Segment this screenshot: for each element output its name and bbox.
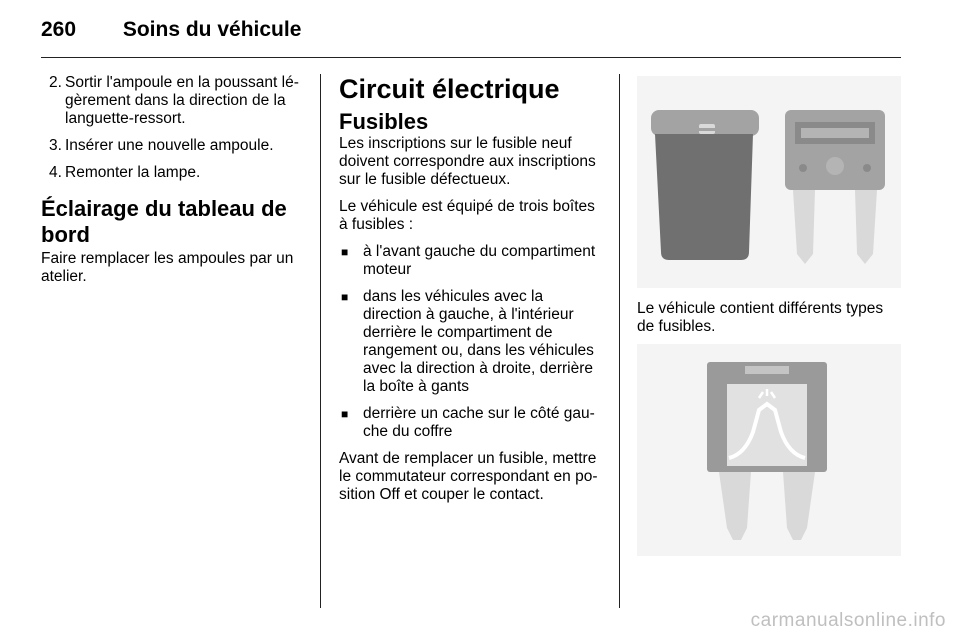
watermark: carmanualsonline.info bbox=[750, 610, 946, 631]
subsection-heading: Fusibles bbox=[339, 109, 429, 134]
section-heading: Éclairage du tableau de bord bbox=[41, 196, 287, 247]
fuse-types-figure bbox=[637, 76, 901, 288]
list-item: ■ dans les véhicules avec la direction à gauche, à l'intérieur derrière le compartiment de rangement ou, dans les véhicules avec la direction à droite, derrière la boîte à gants bbox=[341, 288, 594, 395]
list-item: ■ derrière un cache sur le côté gauche du coffre bbox=[341, 405, 595, 440]
step-list bbox=[41, 74, 303, 182]
header-rule bbox=[41, 57, 901, 58]
list-item: ■ à l'avant gauche du compartiment moteur bbox=[341, 243, 596, 278]
bullet-icon: ■ bbox=[341, 290, 349, 304]
maxi-fuse-icon bbox=[651, 110, 759, 260]
column-2 bbox=[339, 74, 605, 513]
step-item: 2. Sortir l'ampoule en la poussant légèrement dans la direction de la languette-ressort. bbox=[49, 74, 299, 127]
step-item: 3. Insérer une nouvelle ampoule. bbox=[49, 137, 274, 154]
column-divider-1 bbox=[320, 74, 321, 608]
column-1 bbox=[41, 74, 303, 295]
bullet-icon: ■ bbox=[341, 407, 349, 421]
paragraph: Les inscriptions sur le fusible neuf doivent correspondre aux inscriptions sur le fusible défectueux. bbox=[339, 135, 596, 188]
page-number: 260 bbox=[41, 18, 77, 41]
section-body: Faire remplacer les ampoules par un atelier. bbox=[41, 250, 294, 285]
bullet-icon: ■ bbox=[341, 245, 349, 259]
mini-fuse-icon bbox=[785, 110, 885, 264]
fuse-detail-icon bbox=[707, 362, 827, 540]
fuse-detail-illustration bbox=[637, 344, 901, 556]
figure-caption: Le véhicule contient différents types de fusibles. bbox=[637, 300, 884, 335]
column-divider-2 bbox=[619, 74, 620, 608]
chapter-heading: Circuit électrique bbox=[339, 74, 560, 104]
step-item: 4. Remonter la lampe. bbox=[49, 164, 201, 181]
bullet-list bbox=[339, 243, 605, 441]
fuse-types-illustration bbox=[637, 76, 901, 288]
column-3-caption bbox=[637, 300, 901, 345]
paragraph: Avant de remplacer un fusible, mettre le commutateur correspondant en position Off et couper le contact. bbox=[339, 450, 598, 503]
fuse-detail-figure bbox=[637, 344, 901, 556]
page-title: Soins du véhicule bbox=[122, 18, 302, 41]
page-header bbox=[41, 18, 301, 42]
paragraph: Le véhicule est équipé de trois boîtes à fusibles : bbox=[339, 198, 595, 233]
